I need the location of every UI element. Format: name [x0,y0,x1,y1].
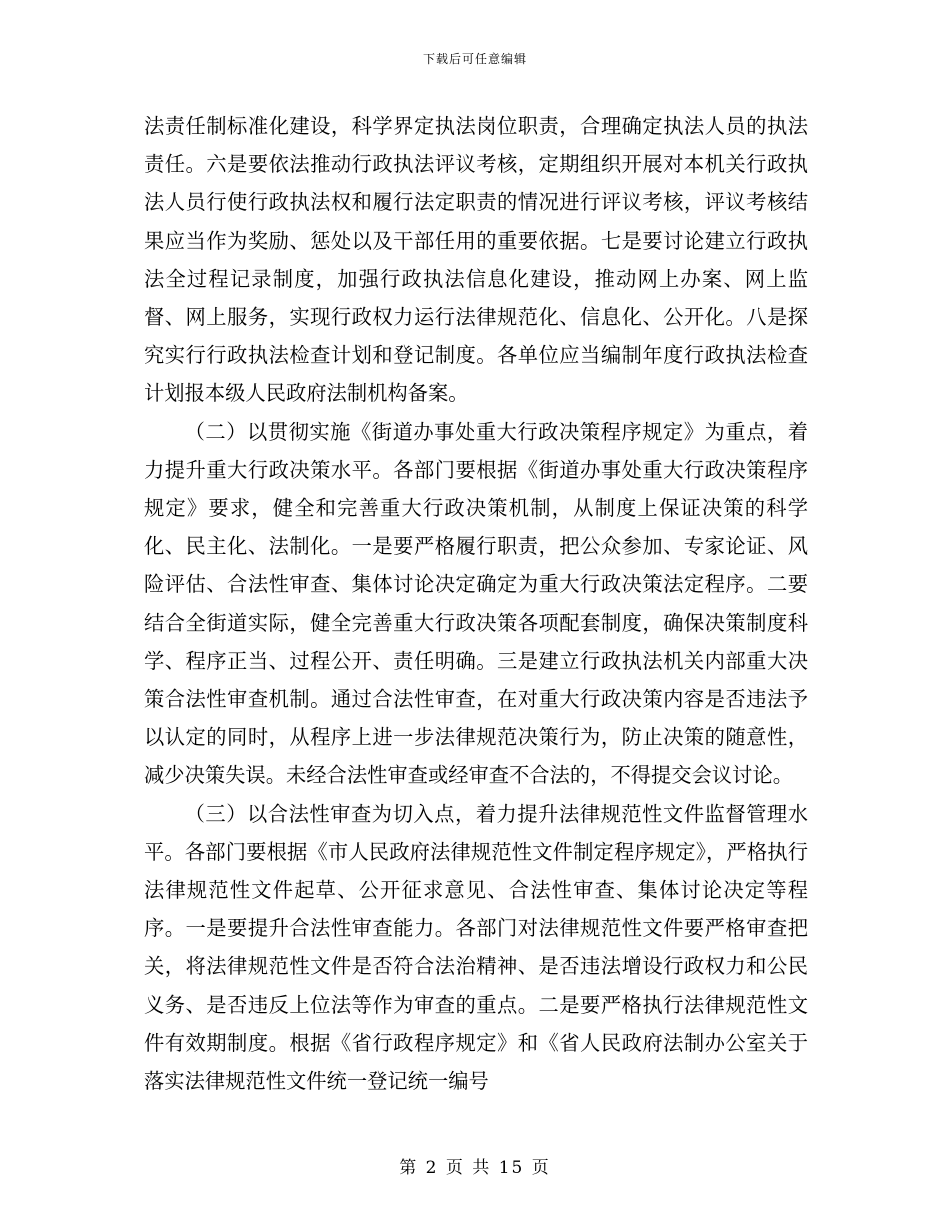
page-header: 下载后可任意编辑 [422,52,527,66]
paragraph-section-three: （三）以合法性审查为切入点，着力提升法律规范性文件监督管理水平。各部门要根据《市人民政府法律规范性文件制定程序规定》，严格执行法律规范性文件起草、公开征求意见、合法性审查、集体讨论决定等程序。一是要提升合法性审查能力。各部门对法律规范性文件要严格审查把关，将法律规范性文件是否符合法治精神、是否违法增设行政权力和公民义务、是否违反上位法等作为审查的重点。二是要严格执行法律规范性文件有效期制度。根据《省行政程序规定》和《省人民政府法制办公室关于落实法律规范性文件统一登记统一编号 [144,801,808,1094]
paragraph-continuation: 法责任制标准化建设，科学界定执法岗位职责，合理确定执法人员的执法责任。六是要依法推动行政执法评议考核，定期组织开展对本机关行政执法人员行使行政执法权和履行法定职责的情况进行评议考核，评议考核结果应当作为奖励、惩处以及干部任用的重要依据。七是要讨论建立行政执法全过程记录制度，加强行政执法信息化建设，推动网上办案、网上监督、网上服务，实现行政权力运行法律规范化、信息化、公开化。八是探究实行行政执法检查计划和登记制度。各单位应当编制年度行政执法检查计划报本级人民政府法制机构备案。 [144,114,808,406]
document-body [144,107,808,1100]
paragraph-section-two: （二）以贯彻实施《街道办事处重大行政决策程序规定》为重点，着力提升重大行政决策水平。各部门要根据《街道办事处重大行政决策程序规定》要求，健全和完善重大行政决策机制，从制度上保证决策的科学化、民主化、法制化。一是要严格履行职责，把公众参加、专家论证、风险评估、合法性审查、集体讨论决定确定为重大行政决策法定程序。二要结合全街道实际，健全完善重大行政决策各项配套制度，确保决策制度科学、程序正当、过程公开、责任明确。三是建立行政执法机关内部重大决策合法性审查机制。通过合法性审查，在对重大行政决策内容是否违法予以认定的同时，从程序上进一步法律规范决策行为，防止决策的随意性，减少决策失误。未经合法性审查或经审查不合法的，不得提交会议讨论。 [144,419,808,788]
page-number: 第 2 页 共 15 页 [399,1158,551,1178]
